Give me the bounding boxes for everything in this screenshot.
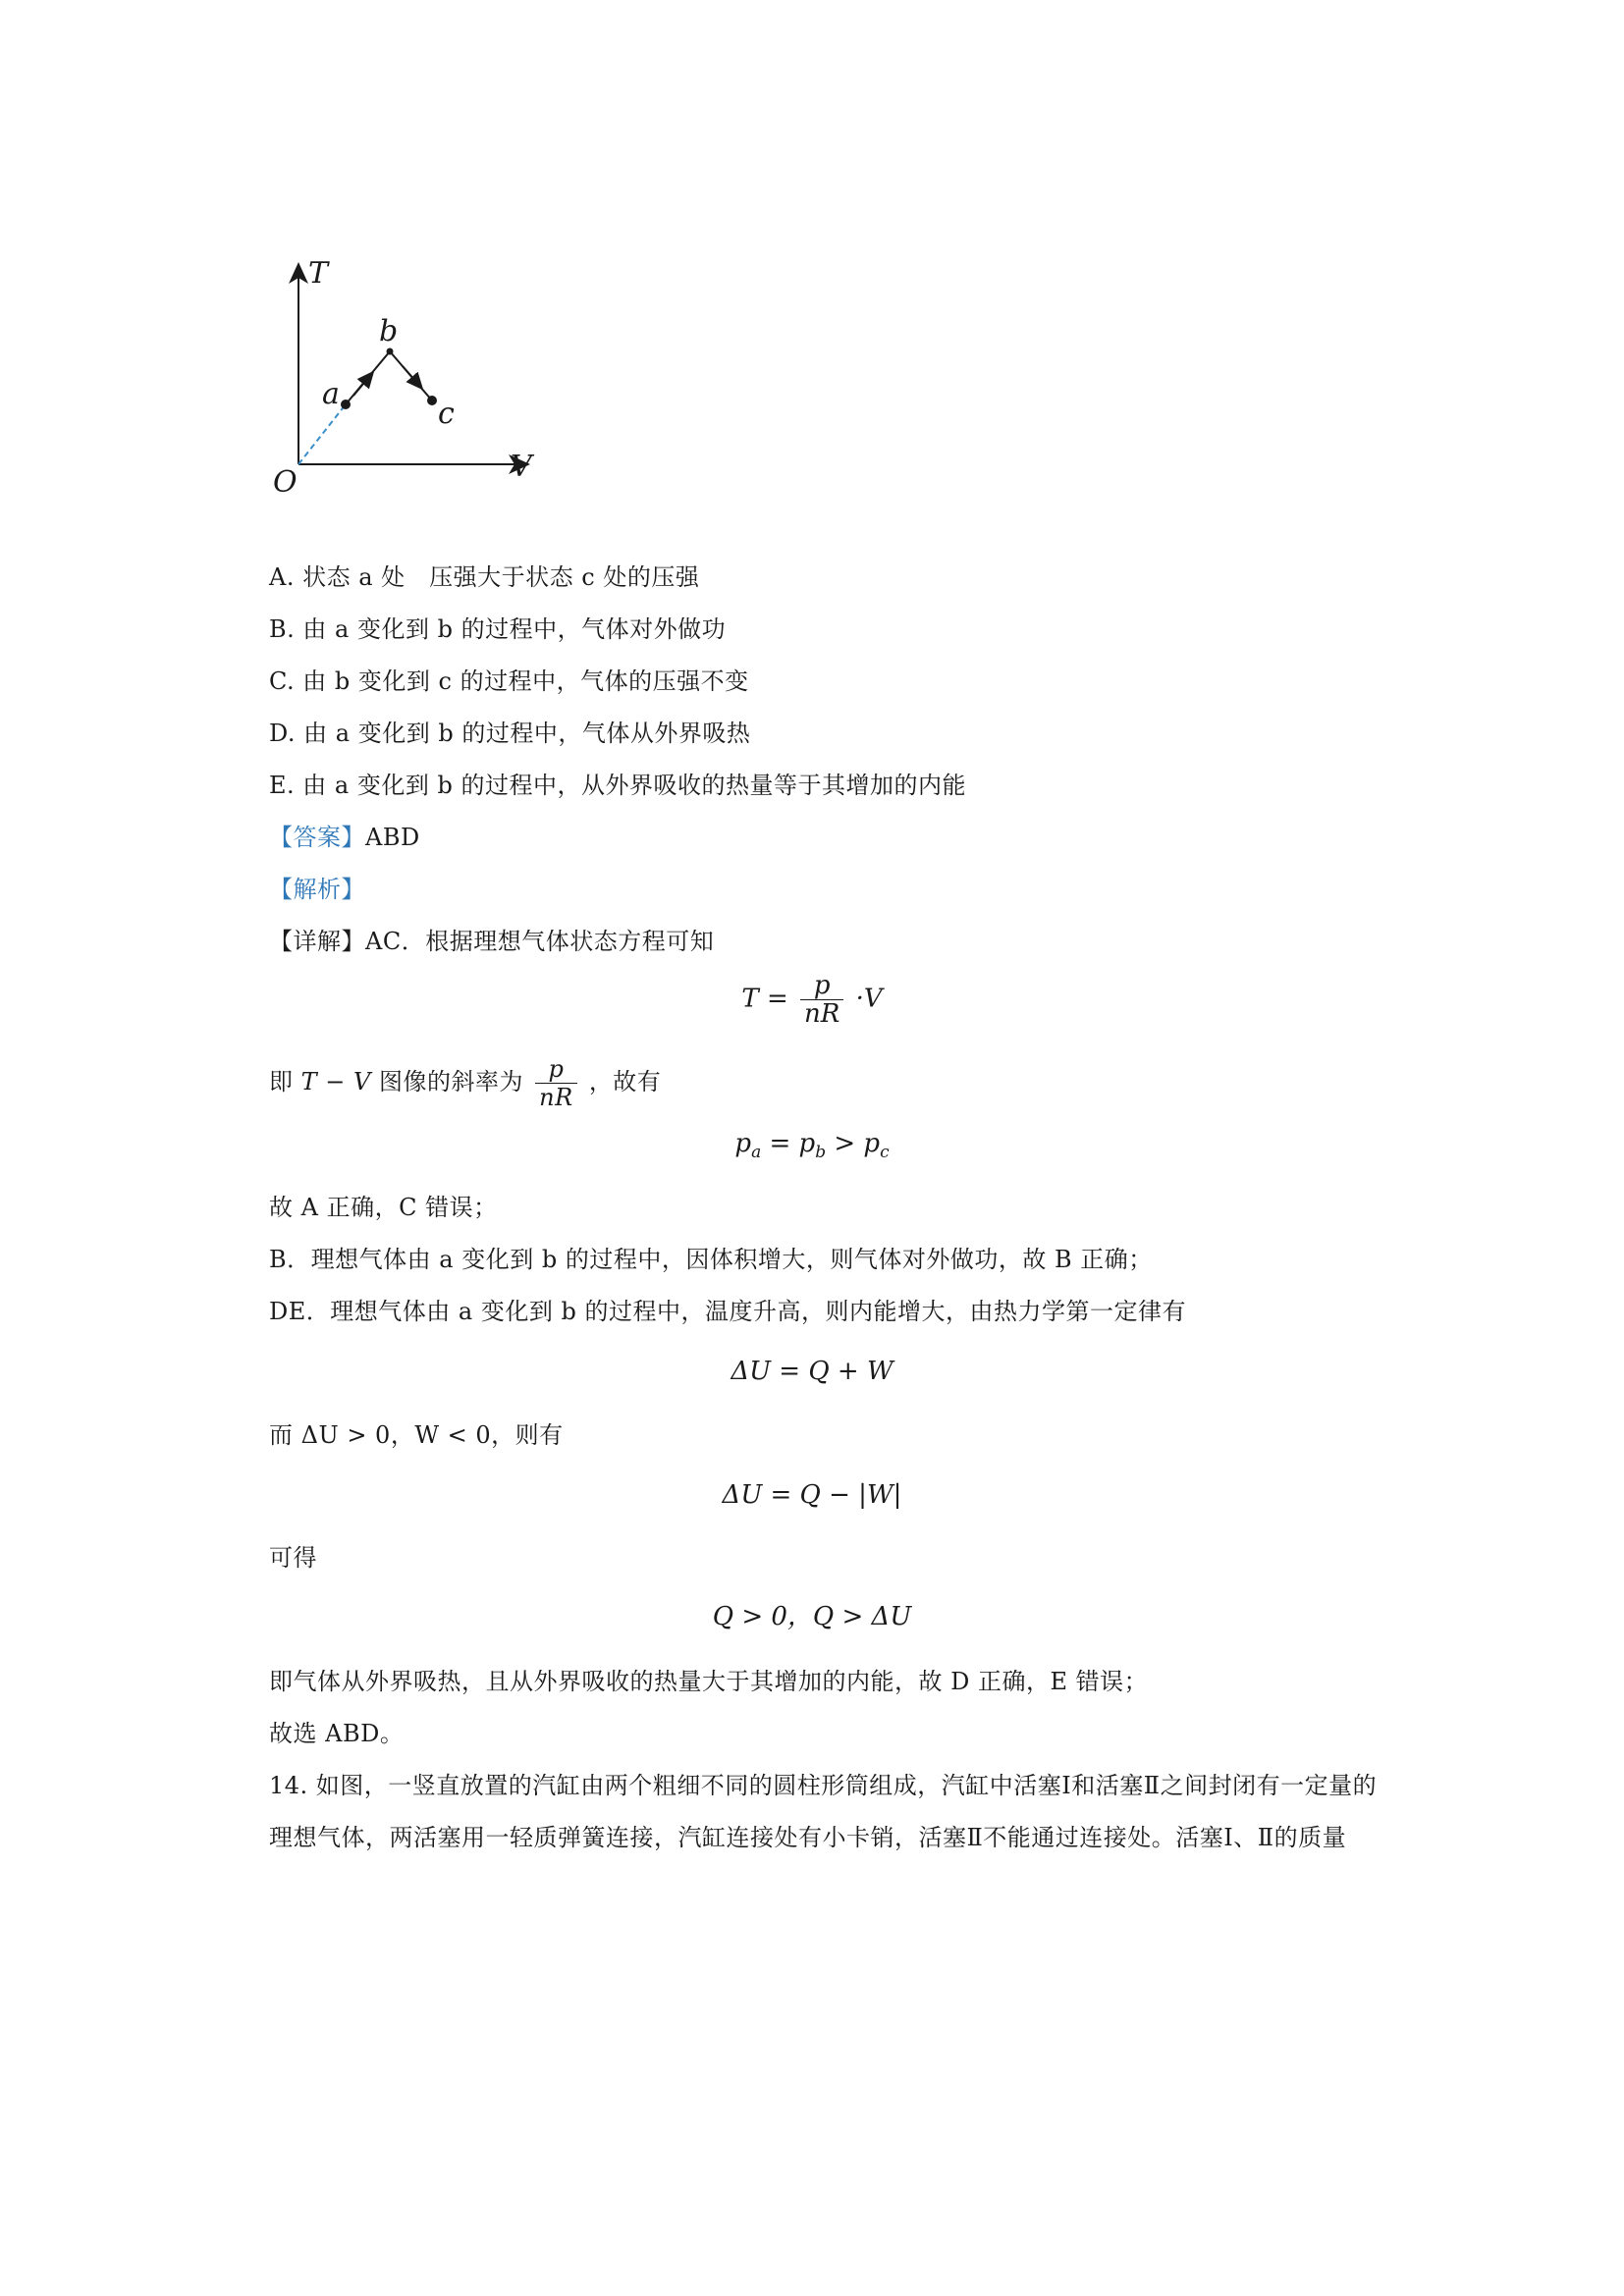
detail-intro bbox=[269, 926, 714, 957]
answer-label: 【答案】 bbox=[269, 824, 365, 851]
slope-mid: 图像的斜率为 bbox=[379, 1068, 523, 1095]
eq1-denominator: nR bbox=[804, 999, 840, 1029]
slope-prefix: 即 bbox=[269, 1068, 294, 1095]
q14-line-1: 14. 如图，一竖直放置的汽缸由两个粗细不同的圆柱形筒组成，汽缸中活塞Ⅰ和活塞Ⅱ之间封闭有一定量的 bbox=[269, 1772, 1378, 1799]
slope-tv: T − V bbox=[300, 1068, 371, 1095]
equation-1 bbox=[0, 972, 1624, 1028]
can-get-line: 可得 bbox=[269, 1544, 317, 1572]
eq2-sub-c: c bbox=[880, 1143, 890, 1162]
detail-intro-text: AC．根据理想气体状态方程可知 bbox=[365, 928, 715, 955]
equation-5: Q > 0，Q > ΔU bbox=[712, 1602, 912, 1631]
label-c: c bbox=[438, 397, 455, 431]
analysis-label: 【解析】 bbox=[269, 876, 365, 903]
eq2-sub-b: b bbox=[815, 1143, 827, 1162]
label-b: b bbox=[379, 314, 399, 348]
slope-fraction bbox=[535, 1055, 577, 1111]
eq2-pa: p bbox=[734, 1129, 752, 1158]
eq1-right: ·V bbox=[855, 984, 883, 1014]
eq1-left: T = bbox=[741, 984, 788, 1014]
option-b: B. 由 a 变化到 b 的过程中，气体对外做功 bbox=[269, 615, 727, 643]
eq2-pc: p bbox=[863, 1129, 881, 1158]
eq2-pb: p bbox=[798, 1129, 816, 1158]
de-conclusion: 即气体从外界吸热，且从外界吸收的热量大于其增加的内能，故 D 正确，E 错误； bbox=[269, 1668, 1149, 1695]
eq1-numerator: p bbox=[800, 972, 843, 1000]
v-axis-label: V bbox=[511, 450, 532, 484]
arrow-ab bbox=[353, 372, 373, 396]
slope-denominator: nR bbox=[539, 1084, 573, 1111]
analysis-line bbox=[269, 874, 365, 905]
t-v-graph bbox=[265, 250, 560, 506]
equation-2: $p_a = p_b > p_c$ bbox=[734, 1129, 890, 1162]
label-a: a bbox=[322, 377, 340, 411]
point-c bbox=[427, 396, 437, 405]
analysis-de: DE．理想气体由 a 变化到 b 的过程中，温度升高，则内能增大，由热力学第一定律有 bbox=[269, 1298, 1186, 1325]
slope-line bbox=[269, 1052, 661, 1111]
slope-numerator: p bbox=[535, 1055, 577, 1084]
origin-label: O bbox=[273, 465, 298, 500]
condition-line: 而 ΔU > 0，W < 0，则有 bbox=[269, 1421, 564, 1449]
eq2-sub-a: a bbox=[751, 1143, 762, 1162]
equation-3: ΔU = Q + W bbox=[731, 1357, 893, 1386]
dashed-line bbox=[298, 404, 346, 464]
answer-value: ABD bbox=[365, 824, 420, 851]
detail-label: 【详解】 bbox=[269, 928, 365, 955]
analysis-b: B．理想气体由 a 变化到 b 的过程中，因体积增大，则气体对外做功，故 B 正确； bbox=[269, 1246, 1153, 1273]
option-e: E. 由 a 变化到 b 的过程中，从外界吸收的热量等于其增加的内能 bbox=[269, 772, 966, 799]
t-axis-label: T bbox=[308, 256, 329, 291]
answer-line bbox=[269, 822, 420, 853]
final-choice: 故选 ABD。 bbox=[269, 1720, 405, 1747]
arrow-bc bbox=[403, 366, 422, 389]
conclusion-ac: 故 A 正确，C 错误； bbox=[269, 1194, 498, 1221]
q14-line-2: 理想气体，两活塞用一轻质弹簧连接，汽缸连接处有小卡销，活塞Ⅱ不能通过连接处。活塞Ⅰ、Ⅱ的质量 bbox=[269, 1824, 1347, 1851]
equation-4: ΔU = Q − |W| bbox=[722, 1480, 902, 1510]
option-c: C. 由 b 变化到 c 的过程中，气体的压强不变 bbox=[269, 667, 749, 695]
slope-suffix: ，故有 bbox=[588, 1068, 662, 1095]
eq1-fraction bbox=[800, 972, 843, 1028]
point-a bbox=[341, 400, 351, 409]
option-a: A. 状态 a 处 压强大于状态 c 处的压强 bbox=[269, 563, 700, 591]
point-b bbox=[387, 348, 394, 355]
option-d: D. 由 a 变化到 b 的过程中，气体从外界吸热 bbox=[269, 720, 751, 747]
